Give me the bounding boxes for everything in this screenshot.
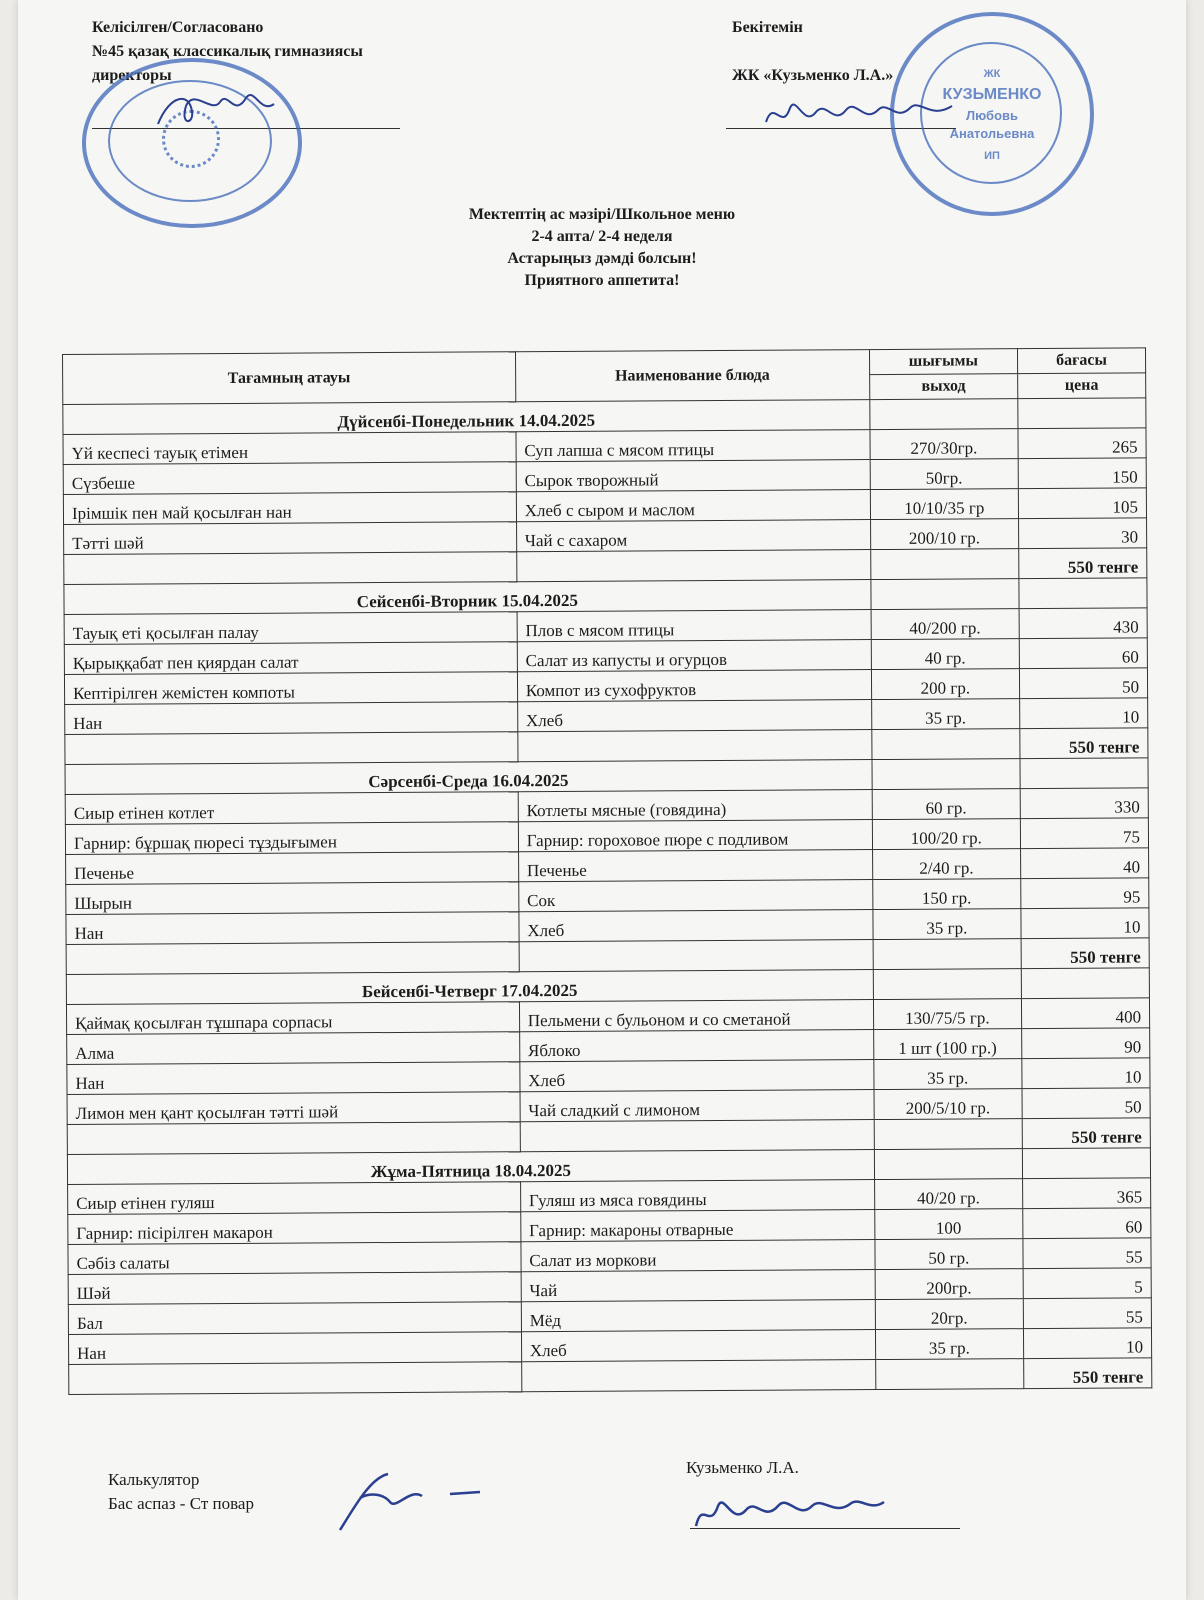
total-empty-cell (520, 1120, 874, 1152)
dish-name-kz: Сәбіз салаты (68, 1242, 521, 1275)
title-line1: Мектептің ас мәзірі/Школьное меню (468, 206, 736, 223)
footer-chef-label: Бас аспаз - Ст повар (108, 1494, 254, 1513)
column-header-output-kz: шығымы (869, 349, 1017, 375)
dish-output: 270/30гр. (870, 429, 1018, 460)
dish-name-kz: Шәй (68, 1272, 521, 1305)
day-total-row (69, 1358, 1152, 1395)
dish-price: 55 (1023, 1298, 1151, 1329)
dish-output: 35 гр. (871, 699, 1019, 730)
day-total: 550 тенге (1019, 548, 1147, 579)
dish-price: 150 (1018, 458, 1146, 489)
dish-price: 60 (1019, 638, 1147, 669)
dish-output: 100 (874, 1209, 1022, 1240)
dish-name-kz: Кептірілген жемістен компоты (64, 672, 517, 705)
total-empty-cell (875, 1359, 1023, 1390)
total-empty-cell (66, 942, 519, 975)
total-empty-cell (871, 729, 1019, 760)
dish-name-kz: Сиыр етінен гуляш (68, 1182, 521, 1215)
document-title (0, 204, 1204, 292)
dish-name-ru: Гуляш из мяса говядины (520, 1180, 874, 1212)
column-header-price-ru: цена (1018, 373, 1146, 399)
dish-price: 10 (1020, 698, 1148, 729)
dish-name-ru: Сырок творожный (516, 460, 870, 492)
footer-left-block (108, 1468, 254, 1516)
dish-name-ru: Плов с мясом птицы (517, 610, 871, 642)
dish-name-ru: Сок (518, 880, 872, 912)
column-header-kz: Тағамның атауы (63, 352, 516, 405)
total-empty-cell (873, 939, 1021, 970)
day-title-empty-cell (869, 399, 1017, 430)
approval-block-right (732, 16, 893, 88)
dish-name-ru: Мёд (521, 1300, 875, 1332)
column-header-ru: Наименование блюда (515, 350, 869, 402)
dish-output: 35 гр. (874, 1059, 1022, 1090)
dish-name-kz: Алма (67, 1032, 520, 1065)
day-total: 550 тенге (1022, 1118, 1150, 1149)
dish-output: 40/20 гр. (874, 1179, 1022, 1210)
dish-output: 150 гр. (872, 879, 1020, 910)
dish-output: 10/10/35 гр (870, 489, 1018, 520)
title-line2: 2-4 апта/ 2-4 неделя (531, 228, 673, 245)
dish-name-kz: Гарнир: бұршақ пюресі тұздығымен (65, 822, 518, 855)
dish-name-ru: Чай сладкий с лимоном (520, 1090, 874, 1122)
total-empty-cell (518, 730, 872, 762)
dish-output: 35 гр. (875, 1329, 1023, 1360)
approval-left-line3: директоры (92, 67, 172, 84)
title-line3: Астарыңыз дәмді болсын! (507, 250, 697, 267)
dish-output: 200гр. (875, 1269, 1023, 1300)
chef-signature (330, 1468, 490, 1538)
dish-output: 50гр. (870, 459, 1018, 490)
footer-calculator-label: Калькулятор (108, 1470, 200, 1489)
dish-name-kz: Шырын (66, 882, 519, 915)
dish-name-ru: Салат из капусты и огурцов (517, 640, 871, 672)
dish-output: 1 шт (100 гр.) (873, 1029, 1021, 1060)
dish-output: 40/200 гр. (871, 609, 1019, 640)
dish-price: 105 (1018, 488, 1146, 519)
seal-line5: ИП (984, 150, 1000, 162)
dish-name-kz: Лимон мен қант қосылған тәтті шәй (67, 1092, 520, 1125)
dish-output: 35 гр. (873, 909, 1021, 940)
dish-price: 50 (1022, 1088, 1150, 1119)
day-title-empty-cell (872, 759, 1020, 790)
dish-output: 40 гр. (871, 639, 1019, 670)
seal-line1: ЖК (983, 68, 1001, 80)
day-title: Дүйсенбі-Понедельник 14.04.2025 (63, 400, 870, 435)
dish-name-ru: Чай (521, 1270, 875, 1302)
day-title-empty-cell (874, 1149, 1022, 1180)
dish-price: 90 (1022, 1028, 1150, 1059)
cook-signature (690, 1486, 890, 1542)
dish-output: 100/20 гр. (872, 819, 1020, 850)
dish-name-ru: Пельмени с бульоном и со сметаной (519, 1000, 873, 1032)
dish-name-kz: Үй кеспесі тауық етімен (63, 432, 516, 465)
dish-price: 10 (1021, 908, 1149, 939)
column-header-output-ru: выход (869, 374, 1017, 400)
day-total: 550 тенге (1020, 728, 1148, 759)
day-title: Сейсенбі-Вторник 15.04.2025 (64, 580, 871, 615)
day-title-empty-cell (873, 969, 1021, 1000)
dish-name-ru: Суп лапша с мясом птицы (516, 430, 870, 462)
dish-price: 30 (1018, 518, 1146, 549)
dish-output: 130/75/5 гр. (873, 999, 1021, 1030)
dish-output: 200/5/10 гр. (874, 1089, 1022, 1120)
day-total: 550 тенге (1024, 1358, 1152, 1389)
total-empty-cell (521, 1360, 875, 1392)
day-title-empty-cell (1022, 1148, 1150, 1179)
dish-name-ru: Гарнир: гороховое пюре с подливом (518, 820, 872, 852)
dish-output: 50 гр. (875, 1239, 1023, 1270)
title-line4: Приятного аппетита! (524, 272, 680, 289)
day-title-empty-cell (1019, 578, 1147, 609)
dish-price: 60 (1023, 1208, 1151, 1239)
dish-name-ru: Хлеб (519, 910, 873, 942)
dish-price: 50 (1019, 668, 1147, 699)
dish-name-kz: Гарнир: пісірілген макарон (68, 1212, 521, 1245)
total-empty-cell (65, 732, 518, 765)
dish-price: 95 (1021, 878, 1149, 909)
approval-right-line1: Бекітемін (732, 19, 803, 36)
approval-left-line1: Келісілген/Согласовано (92, 19, 264, 36)
footer-right-name: Кузьменко Л.А. (686, 1458, 799, 1477)
dish-output: 20гр. (875, 1299, 1023, 1330)
dish-name-ru: Хлеб (517, 700, 871, 732)
dish-name-kz: Нан (65, 702, 518, 735)
dish-output: 200 гр. (871, 669, 1019, 700)
dish-name-ru: Гарнир: макароны отварные (520, 1210, 874, 1242)
seal-line3: Любовь (965, 108, 1018, 123)
approval-left-line2: №45 қазақ классикалық гимназиясы (92, 43, 363, 60)
day-title-empty-cell (871, 579, 1019, 610)
dish-name-kz: Сүзбеше (63, 462, 516, 495)
day-title-empty-cell (1018, 398, 1146, 429)
total-empty-cell (874, 1119, 1022, 1150)
seal-line4: Анатольевна (949, 126, 1035, 141)
dish-name-ru: Хлеб (520, 1060, 874, 1092)
dish-name-kz: Қаймақ қосылған тұшпара сорпасы (66, 1002, 519, 1035)
dish-name-kz: Нан (66, 912, 519, 945)
dish-name-ru: Хлеб (521, 1330, 875, 1362)
dish-name-ru: Хлеб с сыром и маслом (516, 490, 870, 522)
dish-output: 200/10 гр. (870, 519, 1018, 550)
dish-name-kz: Нан (67, 1062, 520, 1095)
day-title-empty-cell (1020, 758, 1148, 789)
dish-name-kz: Тауық еті қосылған палау (64, 612, 517, 645)
dish-price: 400 (1021, 998, 1149, 1029)
approval-right-line2: ЖК «Кузьменко Л.А.» (732, 67, 894, 84)
approver-signature (760, 92, 960, 138)
dish-price: 365 (1022, 1178, 1150, 1209)
director-signature (150, 84, 280, 134)
day-title-empty-cell (1021, 968, 1149, 999)
dish-name-kz: Печенье (66, 852, 519, 885)
seal-line2: КУЗЬМЕНКО (942, 86, 1042, 103)
menu-table (62, 347, 1152, 1395)
total-empty-cell (69, 1362, 522, 1395)
dish-price: 10 (1023, 1328, 1151, 1359)
total-empty-cell (870, 549, 1018, 580)
day-title: Сәрсенбі-Среда 16.04.2025 (65, 760, 872, 795)
day-title: Жұма-Пятница 18.04.2025 (67, 1150, 874, 1185)
dish-price: 330 (1020, 788, 1148, 819)
total-empty-cell (67, 1122, 520, 1155)
dish-price: 265 (1018, 428, 1146, 459)
day-title: Бейсенбі-Четверг 17.04.2025 (66, 970, 873, 1005)
dish-price: 75 (1020, 818, 1148, 849)
dish-name-ru: Яблоко (519, 1030, 873, 1062)
total-empty-cell (519, 940, 873, 972)
column-header-price-kz: бағасы (1017, 348, 1145, 374)
dish-name-ru: Компот из сухофруктов (517, 670, 871, 702)
dish-name-ru: Чай с сахаром (516, 520, 870, 552)
day-total: 550 тенге (1021, 938, 1149, 969)
dish-name-kz: Сиыр етінен котлет (65, 792, 518, 825)
dish-name-kz: Қырыққабат пен қиярдан салат (64, 642, 517, 675)
dish-price: 5 (1023, 1268, 1151, 1299)
total-empty-cell (516, 550, 870, 582)
dish-name-kz: Нан (68, 1332, 521, 1365)
dish-name-kz: Ірімшік пен май қосылған нан (63, 492, 516, 525)
menu-table-body (63, 398, 1152, 1395)
dish-price: 430 (1019, 608, 1147, 639)
dish-name-kz: Тәтті шәй (64, 522, 517, 555)
dish-price: 55 (1023, 1238, 1151, 1269)
dish-price: 40 (1020, 848, 1148, 879)
dish-name-ru: Котлеты мясные (говядина) (518, 790, 872, 822)
total-empty-cell (64, 552, 517, 585)
dish-name-ru: Печенье (518, 850, 872, 882)
dish-output: 2/40 гр. (872, 849, 1020, 880)
dish-output: 60 гр. (872, 789, 1020, 820)
dish-name-ru: Салат из моркови (521, 1240, 875, 1272)
dish-name-kz: Бал (68, 1302, 521, 1335)
dish-price: 10 (1022, 1058, 1150, 1089)
